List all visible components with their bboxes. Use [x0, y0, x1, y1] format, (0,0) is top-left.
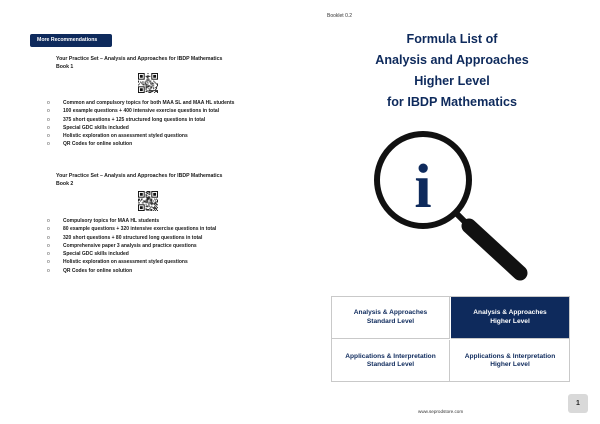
grid-cell-ai-sl[interactable] — [332, 340, 450, 382]
book2-qr-code-icon[interactable] — [138, 191, 158, 211]
list-item: o Special GDC skills included — [47, 124, 129, 131]
book2-title-line1: Your Practice Set – Analysis and Approaches for IBDP Mathematics — [56, 173, 223, 179]
list-item: o QR Codes for online solution — [47, 267, 133, 274]
level-grid — [331, 296, 570, 382]
grid-cell-aa-hl[interactable] — [451, 297, 569, 339]
website-url: www.seprodstore.com — [418, 409, 464, 414]
page-number-badge: 1 — [568, 394, 588, 413]
list-item: o QR Codes for online solution — [47, 141, 133, 148]
page-title-line2: Analysis and Approaches — [375, 53, 529, 67]
list-item: o Comprehensive paper 3 analysis and practice questions — [47, 242, 197, 249]
book1-feature-list — [47, 99, 234, 149]
grid-cell-line1: Analysis & Approaches — [473, 309, 547, 316]
grid-cell-ai-hl[interactable] — [451, 340, 569, 382]
book1-title-line2: Book 1 — [56, 63, 74, 70]
list-item: o Holistic exploration on assessment styled questions — [47, 259, 188, 266]
list-item: o 375 short questions + 125 structured long questions in total — [47, 116, 206, 123]
page-title-line3: Higher Level — [414, 74, 490, 88]
page-title-line4: for IBDP Mathematics — [387, 95, 517, 109]
list-item: o 100 example questions + 400 intensive exercise questions in total — [47, 108, 220, 115]
grid-cell-line2: Standard Level — [366, 317, 415, 325]
list-item: o Special GDC skills included — [47, 251, 129, 258]
grid-cell-aa-sl[interactable] — [332, 297, 450, 339]
list-item: o Common and compulsory topics for both MAA SL and MAA HL students — [47, 100, 235, 106]
book2-title-line2: Book 2 — [56, 180, 74, 187]
book1-title — [56, 56, 222, 71]
page-title-line1: Formula List of — [406, 32, 498, 46]
more-recommendations-badge: More Recommendations — [30, 34, 112, 47]
book2-title — [56, 173, 222, 188]
book1-qr-code-icon[interactable] — [138, 73, 158, 93]
magnifier-info-icon — [368, 125, 538, 290]
list-item: o Holistic exploration on assessment styled questions — [47, 133, 188, 140]
grid-cell-line2: Higher Level — [490, 361, 530, 368]
list-item: o 320 short questions + 80 structured long questions in total — [47, 234, 203, 241]
book1-title-line1: Your Practice Set – Analysis and Approaches for IBDP Mathematics — [56, 56, 223, 62]
grid-cell-line2: Standard Level — [366, 361, 415, 368]
grid-cell-line1: Applications & Interpretation — [345, 352, 436, 360]
grid-cell-line1: Applications & Interpretation — [464, 352, 556, 360]
grid-cell-line2: Higher Level — [490, 317, 530, 325]
grid-cell-line1: Analysis & Approaches — [353, 309, 428, 316]
info-letter: i — [414, 153, 432, 221]
list-item: o Compulsory topics for MAA HL students — [47, 218, 160, 224]
list-item: o 80 example questions + 320 intensive exercise questions in total — [47, 226, 217, 233]
booklet-label: Booklet 0.2 — [327, 13, 353, 19]
book2-feature-list — [47, 217, 216, 275]
